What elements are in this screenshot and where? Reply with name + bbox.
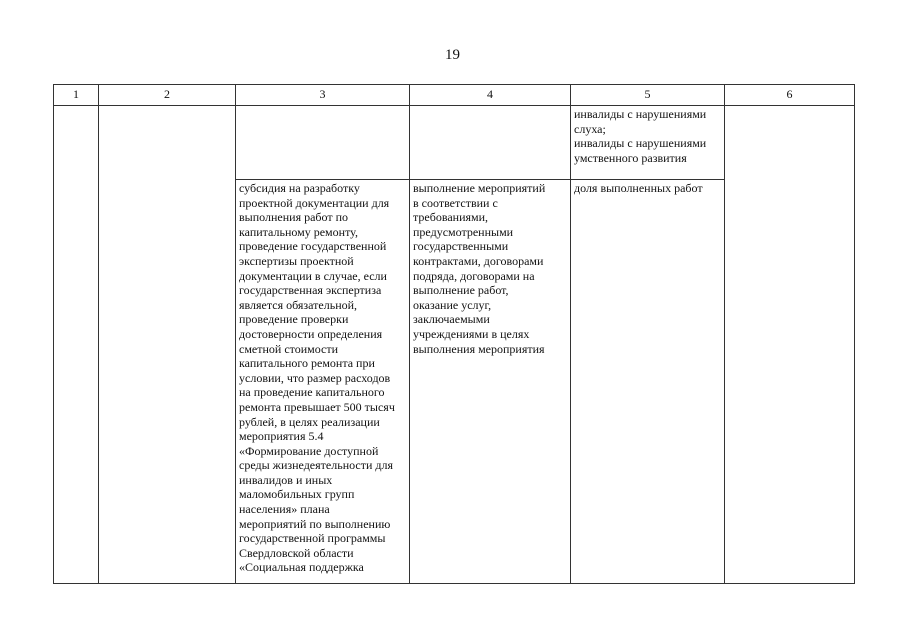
table-row xyxy=(54,106,855,180)
table-cell-col3 xyxy=(236,180,410,584)
column-header-1: 1 xyxy=(54,85,99,106)
table-cell-col5 xyxy=(571,106,725,180)
table-cell-col1 xyxy=(54,106,99,584)
cell-text: выполнение мероприятий в соответствии с требованиями, предусмотренными государственными контрактами, договорами подряда, договорами на выполнение работ, оказание услуг, заключаемыми учреждениями в целях выполнения мероприятия xyxy=(413,181,546,356)
cell-text: инвалиды с нарушениями слуха; инвалиды с нарушениями умственного развития xyxy=(574,107,707,165)
cell-text: доля выполненных работ xyxy=(574,181,703,195)
table-cell-col4 xyxy=(410,180,571,584)
column-header-2: 2 xyxy=(99,85,236,106)
table-cell-col5 xyxy=(571,180,725,584)
column-header-5: 5 xyxy=(571,85,725,106)
page-number: 19 xyxy=(445,47,460,63)
program-table xyxy=(53,84,855,584)
column-header-3: 3 xyxy=(236,85,410,106)
column-header-6: 6 xyxy=(725,85,855,106)
column-header-4: 4 xyxy=(410,85,571,106)
table-cell-col4 xyxy=(410,106,571,180)
table-cell-col6 xyxy=(725,106,855,584)
table-cell-col3 xyxy=(236,106,410,180)
table-cell-col2 xyxy=(99,106,236,584)
table-header-row xyxy=(54,85,855,106)
cell-text: субсидия на разработку проектной документации для выполнения работ по капитальному ремонту, проведение государственной экспертизы проектной документации в случае, если государственная экспертиза является обязательной, проведение проверки достоверности определения сметной стоимости капитального ремонта при условии, что размер расходов на проведение капитального ремонта превышает 500 тысяч рублей, в целях реализации мероприятия 5.4 «Формирование доступной среды жизнедеятельности для инвалидов и иных маломобильных групп населения» плана мероприятий по выполнению государственной программы Свердловской области «Социальная поддержка xyxy=(239,181,395,575)
